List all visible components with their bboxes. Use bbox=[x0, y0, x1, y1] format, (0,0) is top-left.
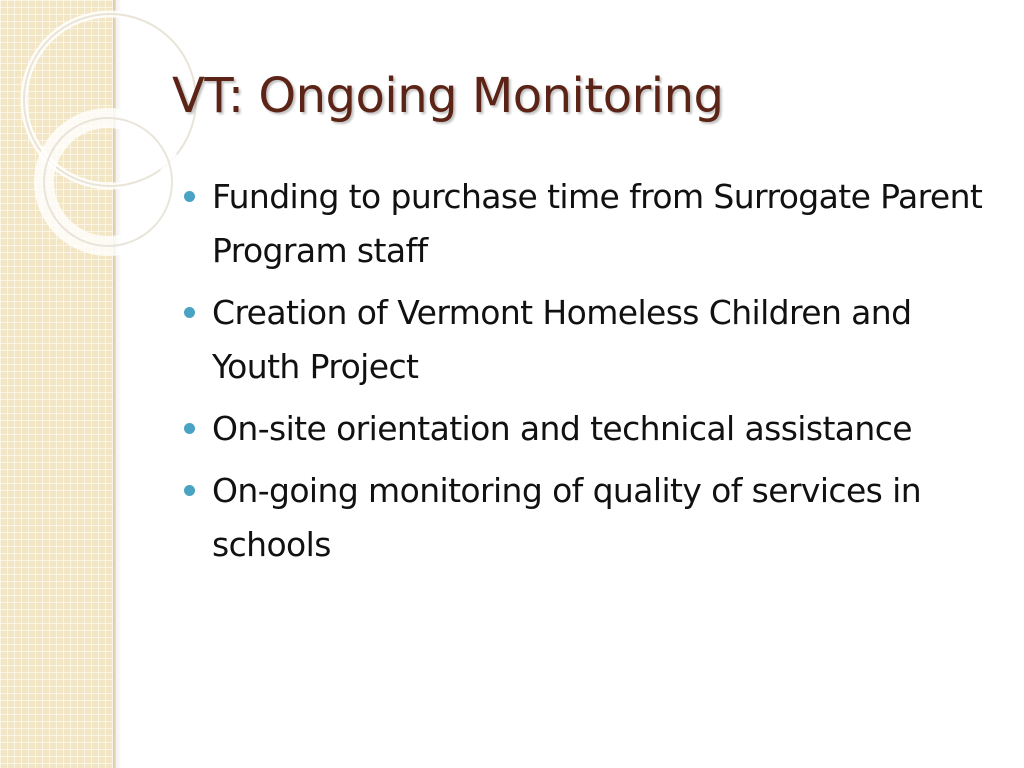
bullet-item bbox=[184, 402, 1004, 456]
bullet-text: On-site orientation and technical assistance bbox=[212, 409, 912, 448]
bullet-text: Creation of Vermont Homeless Children and Youth Project bbox=[212, 293, 912, 386]
bullet-dot-icon bbox=[184, 307, 195, 318]
bullet-item bbox=[184, 464, 1004, 572]
bullet-dot-icon bbox=[184, 191, 195, 202]
decorative-rings-icon bbox=[0, 0, 200, 300]
bullet-list bbox=[184, 170, 1004, 580]
bullet-item bbox=[184, 286, 1004, 394]
bullet-dot-icon bbox=[184, 485, 195, 496]
bullet-dot-icon bbox=[184, 423, 195, 434]
bullet-text: Funding to purchase time from Surrogate Parent Program staff bbox=[212, 177, 983, 270]
bullet-text: On-going monitoring of quality of services in schools bbox=[212, 471, 922, 564]
bullet-item bbox=[184, 170, 1004, 278]
slide-title: VT: Ongoing Monitoring bbox=[172, 68, 724, 124]
